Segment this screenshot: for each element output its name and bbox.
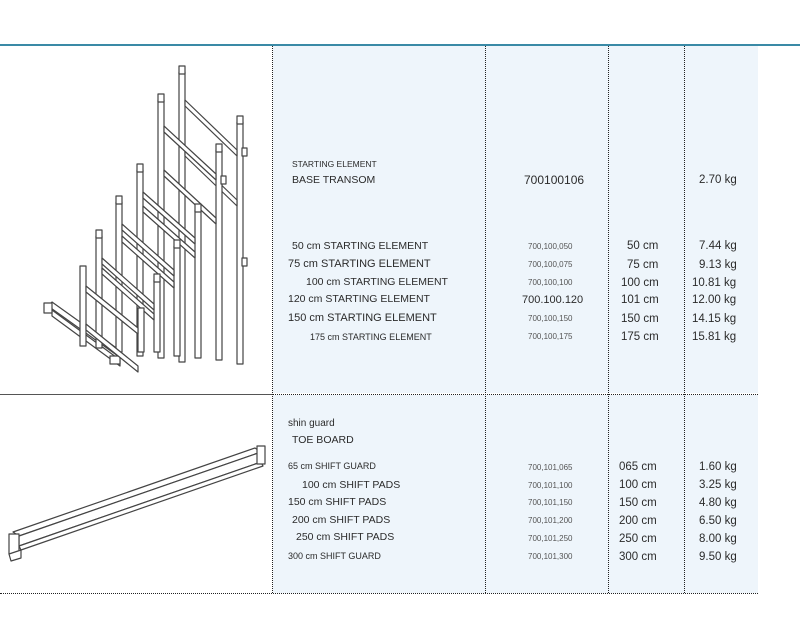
table-row-weight: 3.25 kg [699,479,737,491]
table-row-weight: 10.81 kg [692,277,737,289]
table-row-length: 100 cm [619,479,657,491]
section2-subheading: TOE BOARD [292,434,354,446]
table-row-code: 700,101,150 [528,498,573,507]
table-row-code: 700,101,250 [528,534,573,543]
section1-heading: STARTING ELEMENT [292,159,377,169]
section2-heading: shin guard [288,418,335,429]
table-row-code: 700,101,100 [528,481,573,490]
table-row-length: 150 cm [619,497,657,509]
table-row-name: 200 cm SHIFT PADS [292,514,391,526]
table-row-length: 100 cm [621,277,659,289]
column-divider [485,46,486,593]
table-row-weight: 1.60 kg [699,461,737,473]
table-row-length: 101 cm [621,294,659,306]
table-row-length: 175 cm [621,331,659,343]
table-bottom-rule [0,593,758,594]
table-row-length: 50 cm [627,240,659,252]
table-row-weight: 12.00 kg [692,294,737,306]
toe-board-beam-icon [5,440,270,565]
table-row-weight: 14.15 kg [692,313,737,325]
section1-heading-code: 700100106 [524,173,585,187]
table-row-name: 150 cm STARTING ELEMENT [288,312,437,324]
table-row-length: 75 cm [627,259,659,271]
table-row-weight: 6.50 kg [699,515,737,527]
table-row-weight: 15.81 kg [692,331,737,343]
table-row-weight: 9.50 kg [699,551,737,563]
table-row-weight: 7.44 kg [699,240,737,252]
table-row-name: 65 cm SHIFT GUARD [288,461,376,471]
table-row-name: 50 cm STARTING ELEMENT [292,240,429,252]
table-row-name: 120 cm STARTING ELEMENT [288,293,430,305]
table-row-name: 100 cm SHIFT PADS [302,479,401,491]
table-row-code: 700,100,050 [528,242,573,251]
section-divider [0,394,272,395]
table-row-name: 250 cm SHIFT PADS [296,531,395,543]
table-row-code: 700.100.120 [522,294,584,306]
table-row-code: 700,101,200 [528,516,573,525]
table-row-code: 700,100,075 [528,260,573,269]
table-row-code: 700,100,150 [528,314,573,323]
table-row-length: 250 cm [619,533,657,545]
column-divider [608,46,609,593]
table-row-code: 700,101,300 [528,552,573,561]
column-divider [684,46,685,593]
section1-heading-weight: 2.70 kg [699,174,737,186]
table-row-name: 100 cm STARTING ELEMENT [306,276,448,288]
table-row-weight: 8.00 kg [699,533,737,545]
table-row-name: 150 cm SHIFT PADS [288,496,387,508]
table-row-length: 200 cm [619,515,657,527]
table-row-code: 700,101,065 [528,463,573,472]
table-row-name: 75 cm STARTING ELEMENT [288,258,431,270]
table-row-weight: 9.13 kg [699,259,737,271]
column-divider [272,46,273,593]
table-row-weight: 4.80 kg [699,497,737,509]
table-row-code: 700,100,100 [528,278,573,287]
table-row-name: 300 cm SHIFT GUARD [288,551,381,561]
section1-subheading: BASE TRANSOM [292,174,376,186]
table-row-name: 175 cm STARTING ELEMENT [310,332,432,342]
scaffold-starting-element-frames-icon [40,60,270,380]
table-row-length: 150 cm [621,313,659,325]
table-row-code: 700,100,175 [528,332,573,341]
table-row-length: 300 cm [619,551,657,563]
section2-panel [273,395,758,593]
section-divider [272,394,758,395]
table-row-length: 065 cm [619,461,657,473]
